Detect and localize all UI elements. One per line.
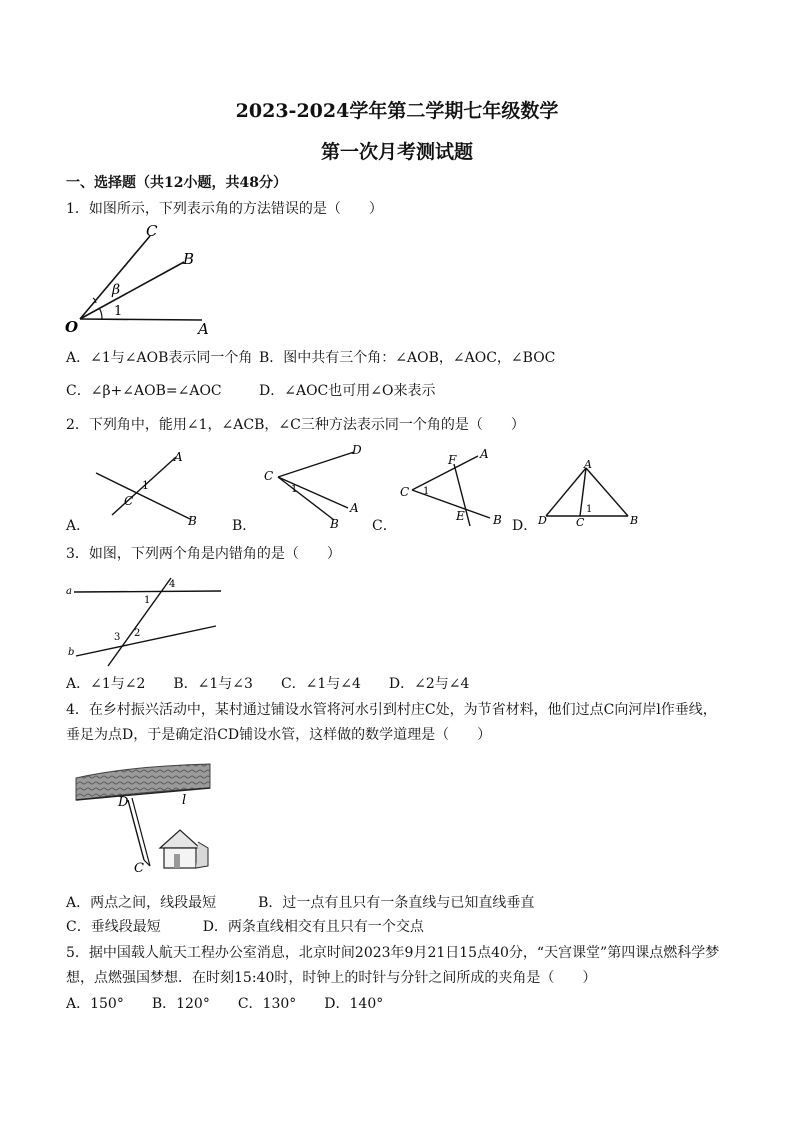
q2c-label-b: B bbox=[493, 513, 502, 527]
q2-figure-c bbox=[398, 444, 518, 530]
q4-stem-line-2: 垂足为点D，于是确定沿CD铺设水管，这样做的数学道理是（ ） bbox=[66, 727, 492, 743]
q2b-label-1: 1 bbox=[291, 484, 298, 495]
q2-label-b: B． bbox=[232, 518, 257, 534]
q2c-label-f: F bbox=[448, 453, 457, 467]
q1-label-c: C bbox=[146, 222, 158, 240]
q1-label-o: O bbox=[65, 318, 79, 336]
q4-options-ab: A．两点之间，线段最短 B．过一点有且只有一条直线与已知直线垂直 bbox=[66, 895, 535, 911]
q2d-label-1: 1 bbox=[586, 504, 593, 515]
q3-label-b: b bbox=[68, 647, 75, 658]
q2b-label-c: C bbox=[264, 469, 274, 483]
q2a-label-1: 1 bbox=[142, 479, 149, 492]
q2c-label-a: A bbox=[480, 447, 489, 461]
q2d-label-a: A bbox=[584, 458, 592, 471]
q3-options: A．∠1与∠2 B．∠1与∠3 C．∠1与∠4 D．∠2与∠4 bbox=[66, 676, 470, 692]
q1-label-1: 1 bbox=[114, 304, 123, 319]
q2c-label-1: 1 bbox=[423, 486, 430, 497]
section-heading: 一、选择题（共12小题，共48分） bbox=[66, 175, 287, 191]
q3-label-2: 2 bbox=[134, 628, 141, 639]
q1-option-a: A．∠1与∠AOB表示同一个角 bbox=[66, 350, 253, 366]
q4-figure bbox=[70, 750, 240, 878]
q1-label-b: B bbox=[183, 250, 195, 268]
q3-label-a: a bbox=[66, 586, 72, 597]
q3-label-1: 1 bbox=[144, 595, 151, 606]
q5-options: A．150° B．120° C．130° D．140° bbox=[66, 996, 384, 1012]
q3-stem: 3．如图，下列两个角是内错角的是（ ） bbox=[66, 546, 341, 562]
q1-label-a: A bbox=[198, 320, 209, 338]
q4-label-l: l bbox=[182, 793, 187, 808]
q1-figure bbox=[62, 222, 232, 338]
q4-label-d: D bbox=[118, 795, 129, 810]
q3-figure bbox=[66, 570, 226, 668]
q5-stem-line-1: 5．据中国载人航天工程办公室消息，北京时间2023年9月21日15点40分，“天宫课堂”第四课点燃科学梦 bbox=[66, 945, 720, 961]
q1-option-c: C．∠β+∠AOB=∠AOC bbox=[66, 383, 222, 399]
q2b-label-d: D bbox=[352, 443, 362, 457]
q2d-label-b: B bbox=[630, 514, 639, 527]
q1-option-d: D．∠AOC也可用∠O来表示 bbox=[259, 383, 436, 399]
q2c-label-e: E bbox=[456, 509, 465, 523]
q4-options-cd: C．垂线段最短 D．两条直线相交有且只有一个交点 bbox=[66, 919, 424, 935]
q1-stem: 1．如图所示，下列表示角的方法错误的是（ ） bbox=[66, 201, 383, 217]
q1-option-b: B．图中共有三个角：∠AOB，∠AOC，∠BOC bbox=[259, 350, 556, 366]
q2-label-c: C． bbox=[372, 518, 397, 534]
q2-figure-a bbox=[90, 445, 210, 530]
q2a-label-c: C bbox=[124, 494, 134, 508]
q3-label-4: 4 bbox=[169, 579, 176, 590]
q4-label-c: C bbox=[134, 861, 144, 876]
page-title: 2023-2024学年第二学期七年级数学 bbox=[235, 100, 559, 122]
q2a-label-a: A bbox=[174, 450, 183, 464]
page-subtitle: 第一次月考测试题 bbox=[320, 141, 473, 163]
q2-label-a: A． bbox=[66, 518, 91, 534]
q2-figure-d bbox=[536, 458, 646, 530]
q5-stem-line-2: 想，点燃强国梦想．在时刻15:40时，时钟上的时针与分针之间所成的夹角是（ ） bbox=[66, 970, 597, 986]
q3-label-3: 3 bbox=[114, 632, 121, 643]
q2d-label-c: C bbox=[576, 516, 585, 529]
q2b-label-b: B bbox=[330, 517, 339, 531]
q2b-label-a: A bbox=[350, 501, 359, 515]
q2d-label-d: D bbox=[538, 514, 547, 527]
q4-stem-line-1: 4．在乡村振兴活动中，某村通过铺设水管将河水引到村庄C处，为节省材料，他们过点C向河岸l作垂线， bbox=[66, 702, 717, 718]
q2-label-d: D． bbox=[512, 518, 538, 534]
q2-stem: 2．下列角中，能用∠1，∠ACB，∠C三种方法表示同一个角的是（ ） bbox=[66, 417, 525, 433]
q2a-label-b: B bbox=[188, 514, 197, 528]
q1-label-beta: β bbox=[112, 282, 121, 298]
q2-figure-b bbox=[258, 440, 378, 530]
q2c-label-c: C bbox=[400, 485, 410, 499]
